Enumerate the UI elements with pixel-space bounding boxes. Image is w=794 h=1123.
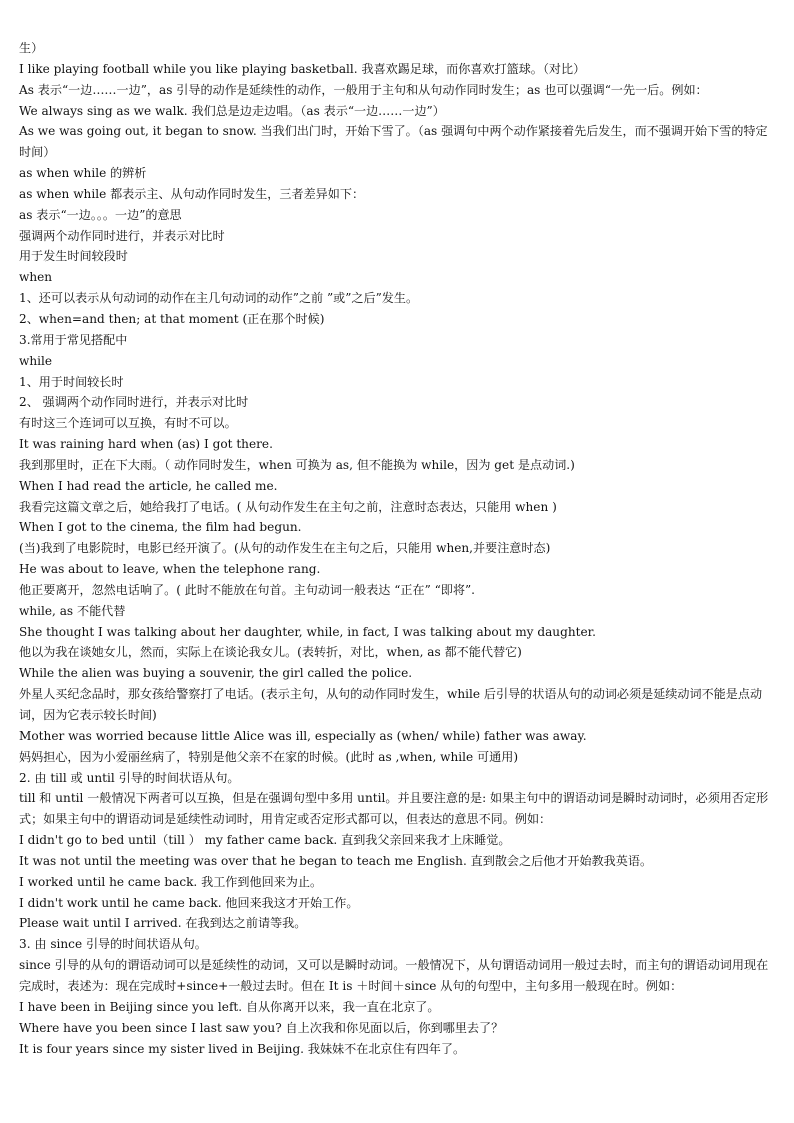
example-sentence: I worked until he came back. 我工作到他回来为止。 — [19, 874, 323, 889]
section-heading: while, as 不能代替 — [19, 603, 126, 618]
section-heading: when — [19, 270, 53, 285]
example-sentence: He was about to leave, when the telephone rang. — [19, 562, 321, 577]
example-sentence: Mother was worried because little Alice was ill, especially as (when/ while) father was away. — [19, 728, 587, 743]
text-line: as 表示“一边。。。一边”的意思 — [19, 207, 182, 222]
text-line: We always sing as we walk. 我们总是边走边唱。（as 表示“一边……一边”） — [19, 103, 445, 118]
example-translation: 他以为我在谈她女儿，然而，实际上在谈论我女儿。(表转折，对比，when, as 都不能代替它) — [19, 645, 522, 660]
example-sentence: When I had read the article, he called me. — [19, 478, 278, 493]
text-line: As 表示“一边……一边”，as 引导的动作是延续性的动作，一般用于主句和从句动作同时发生；as 也可以强调“一先一后。例如： — [19, 82, 708, 97]
example-translation: 我看完这篇文章之后，她给我打了电话。( 从句动作发生在主句之前，注意时态表达，只能用 when ) — [19, 499, 557, 514]
example-translation: (当)我到了电影院时，电影已经开演了。(从句的动作发生在主句之后，只能用 when,并要注意时态) — [19, 541, 551, 556]
list-item: 2、 强调两个动作同时进行，并表示对比时 — [19, 395, 249, 410]
example-sentence: Please wait until I arrived. 在我到达之前请等我。 — [19, 916, 307, 931]
example-sentence: It is four years since my sister lived in Beijing. 我妹妹不在北京住有四年了。 — [19, 1041, 466, 1056]
example-translation: 我到那里时，正在下大雨。（ 动作同时发生，when 可换为 as, 但不能换为 while，因为 get 是点动词.) — [19, 457, 575, 472]
text-line: 强调两个动作同时进行，并表示对比时 — [19, 228, 225, 243]
example-sentence: She thought I was talking about her daughter, while, in fact, I was talking about my daughter. — [19, 624, 596, 639]
example-sentence: It was not until the meeting was over that he began to teach me English. 直到散会之后他才开始教我英语。 — [19, 853, 653, 868]
example-sentence: It was raining hard when (as) I got there. — [19, 437, 273, 452]
text-line: till 和 until 一般情况下两者可以互换，但是在强调句型中多用 until。并且要注意的是: 如果主句中的谓语动词是瞬时动词时，必须用否定形式；如果主句中的谓语动词是延续性动词时，用肯定或否定形式都可以，但表达的意思不同。例如： — [19, 791, 769, 827]
text-line: As we was going out, it began to snow. 当我们出门时，开始下雪了。（as 强调句中两个动作紧接着先后发生，而不强调开始下雪的特定时间） — [19, 124, 768, 160]
section-heading: while — [19, 353, 53, 368]
text-line: as when while 都表示主、从句动作同时发生，三者差异如下： — [19, 186, 365, 201]
section-heading: 2. 由 till 或 until 引导的时间状语从句。 — [19, 770, 240, 785]
list-item: 1、用于时间较长时 — [19, 374, 124, 389]
example-sentence: I didn't go to bed until（till ） my father came back. 直到我父亲回来我才上床睡觉。 — [19, 833, 511, 848]
example-sentence: When I got to the cinema, the film had begun. — [19, 520, 302, 535]
text-line: since 引导的从句的谓语动词可以是延续性的动词，又可以是瞬时动词。一般情况下，从句谓语动词用一般过去时，而主句的谓语动词用现在完成时，表述为：现在完成时+since+一般过去时。但在 It is ＋时间＋since 从句的句型中，主句多用一般现在时。例如： — [19, 958, 769, 993]
text-line: 有时这三个连词可以互换，有时不可以。 — [19, 416, 237, 431]
list-item: 1、还可以表示从句动词的动作在主几句动词的动作”之前 ”或”之后”发生。 — [19, 291, 419, 306]
example-translation: 他正要离开，忽然电话响了。( 此时不能放在句首。主句动词一般表达 “正在” “即将”. — [19, 582, 476, 597]
text-line: 生） — [19, 41, 44, 55]
example-sentence: While the alien was buying a souvenir, the girl called the police. — [19, 666, 413, 681]
example-translation: 妈妈担心，因为小爱丽丝病了，特别是他父亲不在家的时候。(此时 as ,when, while 可通用) — [19, 749, 519, 764]
list-item: 2、when=and then; at that moment (正在那个时候) — [19, 311, 325, 326]
text-line: 用于发生时间较段时 — [19, 249, 128, 264]
example-sentence: I have been in Beijing since you left. 自从你离开以来，我一直在北京了。 — [19, 999, 440, 1014]
section-heading: 3. 由 since 引导的时间状语从句。 — [19, 937, 207, 952]
example-translation: 外星人买纪念品时，那女孩给警察打了电话。(表示主句，从句的动作同时发生，while 后引导的状语从句的动词必须是延续动词不能是点动词，因为它表示较长时间) — [19, 687, 763, 722]
section-heading: as when while 的辨析 — [19, 166, 147, 181]
example-sentence: I didn't work until he came back. 他回来我这才开始工作。 — [19, 895, 359, 910]
text-line: I like playing football while you like playing basketball. 我喜欢踢足球，而你喜欢打篮球。（对比） — [19, 61, 586, 76]
list-item: 3.常用于常见搭配中 — [19, 332, 128, 347]
example-sentence: Where have you been since I last saw you? 自上次我和你见面以后，你到哪里去了？ — [19, 1020, 504, 1035]
